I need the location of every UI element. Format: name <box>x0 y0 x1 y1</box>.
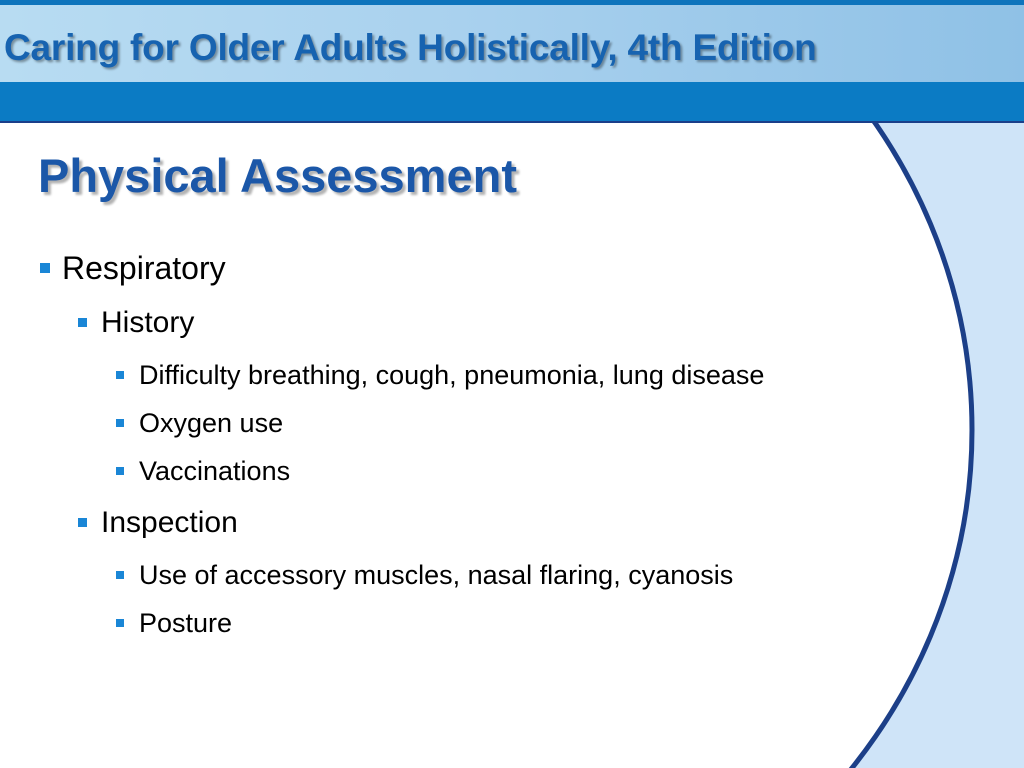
bullet-level2-inspection: Inspection <box>101 506 238 539</box>
bullet-marker <box>116 467 124 475</box>
bullet-level3-posture: Posture <box>139 608 233 638</box>
bullet-marker <box>40 263 50 273</box>
bullet-marker <box>78 318 87 327</box>
bullet-level3-oxygen-use: Oxygen use <box>139 408 284 438</box>
bullet-level2-history: History <box>101 306 195 339</box>
bullet-marker <box>116 371 124 379</box>
bullet-marker <box>78 518 87 527</box>
bullet-level3-accessory-muscles: Use of accessory muscles, nasal flaring, cyanosis <box>139 560 734 590</box>
bullet-marker <box>116 419 124 427</box>
bullet-level1-respiratory: Respiratory <box>62 250 226 286</box>
bullet-level3-difficulty-breathing: Difficulty breathing, cough, pneumonia, lung disease <box>139 360 765 390</box>
bullet-marker <box>116 619 124 627</box>
course-title: Caring for Older Adults Holistically, 4th Edition <box>4 27 817 68</box>
bullet-marker <box>116 571 124 579</box>
bullet-level3-vaccinations: Vaccinations <box>139 456 291 486</box>
slide-title: Physical Assessment <box>38 149 517 202</box>
